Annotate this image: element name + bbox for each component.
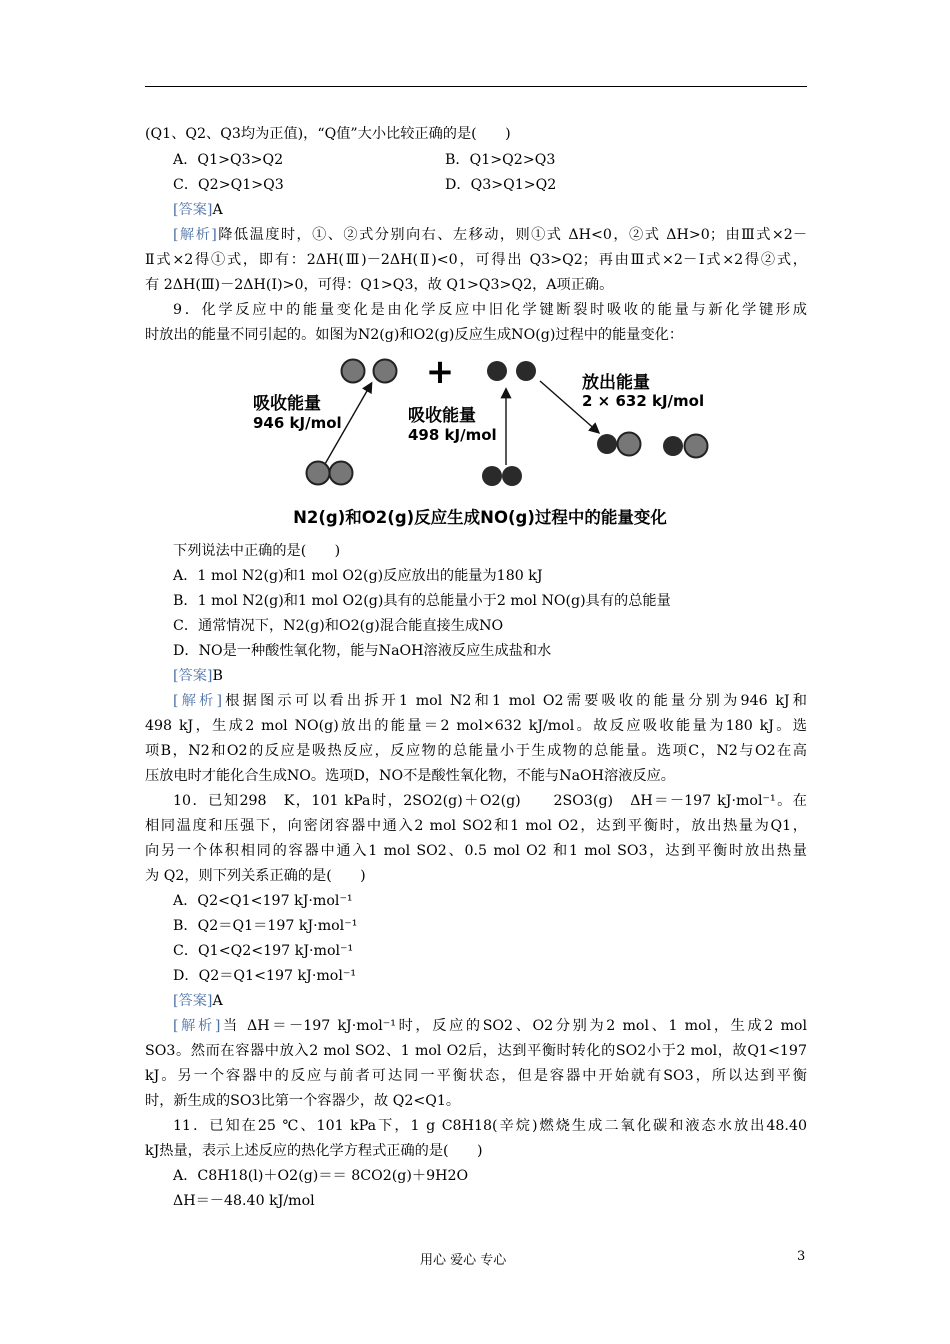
q8-options-row1 — [173, 150, 807, 170]
q11-option-a-line2: ΔH＝－48.40 kJ/mol — [173, 1193, 315, 1209]
q10-option-d: D．Q2＝Q1<197 kJ·mol⁻¹ — [173, 968, 357, 984]
q8-stem: (Q1、Q2、Q3均为正值)，“Q值”大小比较正确的是( ) — [145, 126, 511, 142]
q10-answer — [173, 991, 223, 1011]
q10-stem-line4: 为 Q2，则下列关系正确的是( ) — [145, 868, 366, 884]
absorb-n2-title: 吸收能量 — [253, 394, 321, 414]
q9-option-a: A．1 mol N2(g)和1 mol O2(g)反应放出的能量为180 kJ — [173, 568, 543, 584]
answer-value: A — [212, 202, 223, 218]
no-molecule-icon — [597, 434, 617, 454]
q10-stem-line3: 向另一个体积相同的容器中通入1 mol SO2、0.5 mol O2 和1 mol SO3，达到平衡时放出热量 — [145, 843, 807, 859]
q8-options-row2 — [173, 175, 807, 195]
q9-answer — [173, 666, 223, 686]
q9-option-d: D．NO是一种酸性氧化物，能与NaOH溶液反应生成盐和水 — [173, 643, 552, 659]
explanation-tag: [解析] — [173, 693, 223, 709]
q9-option-c: C．通常情况下，N2(g)和O2(g)混合能直接生成NO — [173, 618, 504, 634]
absorb-n2-value: 946 kJ/mol — [253, 414, 342, 432]
q10-option-b: B．Q2＝Q1＝197 kJ·mol⁻¹ — [173, 918, 358, 934]
footer-slogan: 用心 爱心 专心 — [420, 1253, 507, 1268]
explanation-tag: [解析] — [173, 1018, 221, 1034]
n-atom-icon — [342, 360, 365, 383]
explanation-text: 根据图示可以看出拆开1 mol N2和1 mol O2需要吸收的能量分别为946 kJ和 — [222, 693, 807, 709]
q8-option-d: D．Q3>Q1>Q2 — [445, 177, 557, 193]
q9-stem-line2: 时放出的能量不同引起的。如图为N2(g)和O2(g)反应生成NO(g)过程中的能量变化： — [145, 327, 684, 343]
q10-stem-line2: 相同温度和压强下，向密闭容器中通入2 mol SO2和1 mol O2，达到平衡时，放出热量为Q1， — [145, 818, 807, 834]
o-atom-icon — [487, 361, 507, 381]
q10-option-c: C．Q1<Q2<197 kJ·mol⁻¹ — [173, 943, 354, 959]
explanation-text: 降低温度时，①、②式分别向右、左移动，则①式 ΔH<0，②式 ΔH>0；由Ⅲ式×2－ — [216, 227, 808, 243]
page-number: 3 — [797, 1249, 806, 1264]
answer-value: A — [212, 993, 223, 1009]
o2-atom-icon — [482, 466, 502, 486]
q9-explanation-line4: 压放电时才能化合生成NO。选项D，NO不是酸性氧化物，不能与NaOH溶液反应。 — [145, 768, 675, 784]
q10-explanation-line4: 时，新生成的SO3比第一个容器少，故 Q2<Q1。 — [145, 1093, 461, 1109]
no-molecule-icon — [618, 433, 641, 456]
energy-diagram — [240, 352, 720, 534]
explanation-tag: [解析] — [173, 227, 217, 243]
explanation-text: 当 ΔH＝－197 kJ·mol⁻¹时，反应的SO2、O2分别为2 mol、1 mol，生成2 mol — [220, 1018, 807, 1034]
n2-atom-icon — [307, 462, 330, 485]
q8-option-b: B．Q1>Q2>Q3 — [445, 152, 556, 168]
q8-option-a: A．Q1>Q3>Q2 — [173, 152, 284, 168]
n2-atom-icon — [330, 462, 353, 485]
absorb-o2-title: 吸收能量 — [408, 406, 476, 426]
q8-explanation-line3: 有 2ΔH(Ⅲ)－2ΔH(Ⅰ)>0，可得：Q1>Q3，故 Q1>Q3>Q2，A项正确。 — [145, 277, 614, 293]
plus-sign: + — [425, 352, 455, 392]
q9-explanation-line1 — [173, 691, 807, 711]
q8-answer — [173, 200, 223, 220]
q9-explanation-line3: 项B，N2和O2的反应是吸热反应，反应物的总能量小于生成物的总能量。选项C，N2与O2在高 — [145, 743, 807, 759]
q11-option-a: A．C8H18(l)＋O2(g)＝＝ 8CO2(g)＋9H2O — [173, 1168, 469, 1184]
q9-explanation-line2: 498 kJ，生成2 mol NO(g)放出的能量＝2 mol×632 kJ/mol。故反应吸收能量为180 kJ。选 — [145, 718, 807, 734]
q8-explanation-line2: Ⅱ式×2得①式，即有：2ΔH(Ⅲ)－2ΔH(Ⅱ)<0，可得出 Q3>Q2；再由Ⅲ式×2－Ⅰ式×2得②式， — [145, 252, 807, 268]
no-molecule-icon — [685, 435, 708, 458]
q8-option-c: C．Q2>Q1>Q3 — [173, 177, 284, 193]
answer-tag: [答案] — [173, 993, 213, 1009]
q11-stem-line1: 11．已知在25 ℃、101 kPa下，1 g C8H18(辛烷)燃烧生成二氧化碳和液态水放出48.40 — [173, 1118, 807, 1134]
q10-explanation-line1 — [173, 1016, 807, 1036]
answer-value: B — [212, 668, 223, 684]
q9-stem-line1: 9．化学反应中的能量变化是由化学反应中旧化学键断裂时吸收的能量与新化学键形成 — [173, 302, 807, 318]
o2-atom-icon — [502, 466, 522, 486]
absorb-o2-value: 498 kJ/mol — [408, 426, 497, 444]
q10-stem-line1: 10．已知298 K，101 kPa时，2SO2(g)＋O2(g) 2SO3(g) ΔH＝－197 kJ·mol⁻¹。在 — [173, 793, 807, 809]
release-value: 2 × 632 kJ/mol — [582, 392, 705, 410]
o-atom-icon — [516, 361, 536, 381]
q10-explanation-line2: SO3。然而在容器中放入2 mol SO2、1 mol O2后，达到平衡时转化的SO2小于2 mol，故Q1<197 — [145, 1043, 807, 1059]
release-title: 放出能量 — [582, 373, 650, 393]
q9-question: 下列说法中正确的是( ) — [173, 543, 341, 559]
diagram-caption: N2(g)和O2(g)反应生成NO(g)过程中的能量变化 — [293, 508, 667, 527]
q11-stem-line2: kJ热量，表示上述反应的热化学方程式正确的是( ) — [145, 1143, 483, 1159]
q8-explanation-line1 — [173, 225, 807, 245]
n-atom-icon — [374, 360, 397, 383]
header-rule — [145, 86, 807, 87]
q10-explanation-line3: kJ。另一个容器中的反应与前者可达同一平衡状态，但是容器中开始就有SO3，所以达到平衡 — [145, 1068, 807, 1084]
q9-option-b: B．1 mol N2(g)和1 mol O2(g)具有的总能量小于2 mol NO(g)具有的总能量 — [173, 593, 671, 609]
answer-tag: [答案] — [173, 668, 213, 684]
answer-tag: [答案] — [173, 202, 213, 218]
no-molecule-icon — [663, 436, 683, 456]
q10-option-a: A．Q2<Q1<197 kJ·mol⁻¹ — [173, 893, 353, 909]
